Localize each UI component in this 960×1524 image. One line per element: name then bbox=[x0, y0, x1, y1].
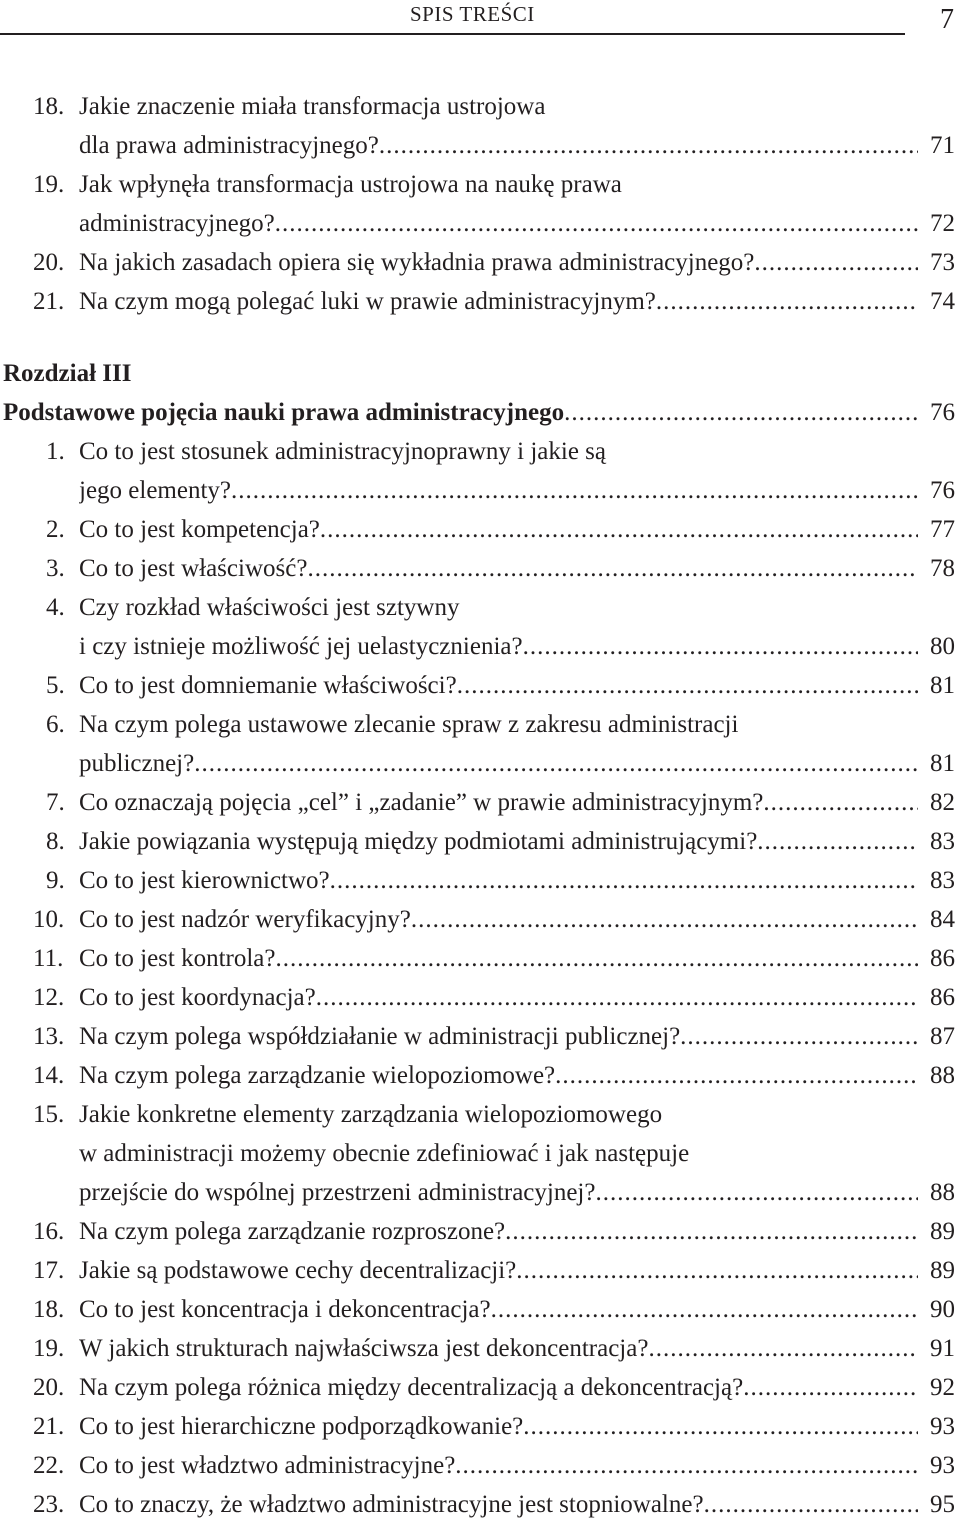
toc-entry[interactable] bbox=[0, 783, 960, 822]
header-rule bbox=[0, 33, 905, 35]
toc-entry-line bbox=[0, 822, 960, 861]
toc-entry[interactable] bbox=[0, 243, 960, 282]
toc-entry-text: Na czym polega zarządzanie rozproszone? bbox=[79, 1218, 506, 1245]
dot-leader bbox=[763, 783, 918, 822]
toc-entry-number: 2. bbox=[46, 516, 65, 543]
toc-entry-page-number: 88 bbox=[930, 1179, 955, 1206]
toc-entry-leader-line bbox=[79, 1251, 918, 1290]
toc-entry[interactable] bbox=[0, 165, 960, 243]
dot-leader bbox=[379, 126, 918, 165]
toc-entry-leader-line bbox=[79, 1056, 918, 1095]
toc-entry-text: Na czym polega różnica między decentralizacją a dekoncentracją? bbox=[79, 1374, 744, 1401]
toc-entry-text: Jakie konkretne elementy zarządzania wielopoziomowego bbox=[79, 1101, 663, 1128]
dot-leader bbox=[320, 510, 918, 549]
toc-entry-number: 12. bbox=[33, 984, 65, 1011]
dot-leader bbox=[194, 744, 918, 783]
toc-entry-leader-line bbox=[79, 549, 918, 588]
dot-leader bbox=[680, 1017, 918, 1056]
toc-entry-line bbox=[0, 204, 960, 243]
toc-entry-leader-line bbox=[79, 510, 918, 549]
toc-entry[interactable] bbox=[0, 1446, 960, 1485]
toc-entry-leader-line bbox=[79, 978, 918, 1017]
toc-entry[interactable] bbox=[0, 588, 960, 666]
toc-entry-line bbox=[0, 1446, 960, 1485]
toc-entry[interactable] bbox=[0, 1017, 960, 1056]
toc-entry-leader-line bbox=[79, 939, 918, 978]
toc-entry-number: 20. bbox=[33, 249, 65, 276]
toc-entry-number: 10. bbox=[33, 906, 65, 933]
toc-entry-number: 1. bbox=[46, 438, 65, 465]
dot-leader bbox=[231, 471, 918, 510]
dot-leader bbox=[743, 1368, 918, 1407]
toc-entry-number: 9. bbox=[46, 867, 65, 894]
toc-entry-number: 18. bbox=[33, 1296, 65, 1323]
toc-entry-text: Co to jest nadzór weryfikacyjny? bbox=[79, 906, 411, 933]
chapter-title-leader-line bbox=[3, 393, 918, 432]
toc-entry-line bbox=[0, 1017, 960, 1056]
toc-entry-leader-line bbox=[79, 1407, 918, 1446]
toc-entry-text: administracyjnego? bbox=[79, 210, 275, 237]
running-header-title: SPIS TREŚCI bbox=[410, 2, 535, 26]
dot-leader bbox=[276, 939, 919, 978]
toc-entry-line bbox=[0, 861, 960, 900]
toc-entry-leader-line bbox=[79, 783, 918, 822]
dot-leader bbox=[316, 978, 918, 1017]
dot-leader bbox=[757, 822, 918, 861]
toc-entry-text: Jakie znaczenie miała transformacja ustrojowa bbox=[79, 93, 546, 120]
toc-entry-page-number: 88 bbox=[930, 1062, 955, 1089]
toc-entry-line bbox=[0, 783, 960, 822]
toc-entry-line bbox=[0, 705, 960, 744]
toc-entry-number: 20. bbox=[33, 1374, 65, 1401]
toc-entry[interactable] bbox=[0, 1056, 960, 1095]
toc-entry-text: Na czym polega ustawowe zlecanie spraw z zakresu administracji bbox=[79, 711, 739, 738]
toc-entry-leader-line bbox=[79, 1212, 918, 1251]
toc-entry[interactable] bbox=[0, 861, 960, 900]
toc-entry-number: 22. bbox=[33, 1452, 65, 1479]
dot-leader bbox=[307, 549, 918, 588]
toc-entry-leader-line bbox=[79, 1329, 918, 1368]
toc-entry-leader-line bbox=[79, 627, 918, 666]
toc-entry-leader-line bbox=[79, 243, 918, 282]
chapter-title: Podstawowe pojęcia nauki prawa administracyjnego bbox=[3, 399, 565, 426]
toc-entry-line bbox=[0, 282, 960, 321]
toc-entry-number: 19. bbox=[33, 1335, 65, 1362]
toc-entry-text: w administracji możemy obecnie zdefiniować i jak następuje bbox=[79, 1140, 690, 1167]
toc-entry-number: 8. bbox=[46, 828, 65, 855]
toc-entry-number: 21. bbox=[33, 288, 65, 315]
toc-entry[interactable] bbox=[0, 1368, 960, 1407]
toc-entry[interactable] bbox=[0, 978, 960, 1017]
toc-entry-number: 23. bbox=[33, 1491, 65, 1518]
toc-entry-number: 18. bbox=[33, 93, 65, 120]
toc-entry-text: Co to jest hierarchiczne podporządkowanie? bbox=[79, 1413, 524, 1440]
toc-entry-page-number: 91 bbox=[930, 1335, 955, 1362]
toc-entry-text: Co to jest koncentracja i dekoncentracja? bbox=[79, 1296, 491, 1323]
toc-entry[interactable] bbox=[0, 87, 960, 165]
toc-entry-leader-line bbox=[79, 1173, 918, 1212]
toc-entry-line bbox=[0, 126, 960, 165]
toc-entry-line bbox=[0, 165, 960, 204]
toc-entry-page-number: 87 bbox=[930, 1023, 955, 1050]
toc-entry-text: Co to jest koordynacja? bbox=[79, 984, 316, 1011]
dot-leader bbox=[595, 1173, 918, 1212]
toc-entry-number: 7. bbox=[46, 789, 65, 816]
toc-entry-number: 13. bbox=[33, 1023, 65, 1050]
toc-entry[interactable] bbox=[0, 432, 960, 510]
toc-entry-page-number: 89 bbox=[930, 1218, 955, 1245]
toc-entry-leader-line bbox=[79, 1017, 918, 1056]
toc-entry-text: Na czym polega współdziałanie w administracji publicznej? bbox=[79, 1023, 681, 1050]
toc-entry-text: Co to jest kompetencja? bbox=[79, 516, 320, 543]
toc-entry[interactable] bbox=[0, 822, 960, 861]
dot-leader bbox=[523, 1407, 918, 1446]
toc-entry[interactable] bbox=[0, 939, 960, 978]
toc-entry[interactable] bbox=[0, 1290, 960, 1329]
toc-entry-number: 14. bbox=[33, 1062, 65, 1089]
toc-entry-page-number: 81 bbox=[930, 672, 955, 699]
chapter-page-number: 76 bbox=[930, 399, 955, 426]
dot-leader bbox=[275, 204, 918, 243]
toc-entry-page-number: 90 bbox=[930, 1296, 955, 1323]
toc-entry[interactable] bbox=[0, 1407, 960, 1446]
toc-entry-line bbox=[0, 588, 960, 627]
toc-entry-page-number: 73 bbox=[930, 249, 955, 276]
toc-entry-line bbox=[0, 1095, 960, 1134]
toc-entry-number: 16. bbox=[33, 1218, 65, 1245]
toc-entry-number: 5. bbox=[46, 672, 65, 699]
toc-entry-line bbox=[0, 900, 960, 939]
dot-leader bbox=[491, 1290, 918, 1329]
toc-entry-text: jego elementy? bbox=[79, 477, 232, 504]
toc-entry-leader-line bbox=[79, 900, 918, 939]
toc-entry[interactable] bbox=[0, 705, 960, 783]
toc-entry-line bbox=[0, 1134, 960, 1173]
toc-entry-page-number: 95 bbox=[930, 1491, 955, 1518]
toc-entry-leader-line bbox=[79, 861, 918, 900]
toc-entries-before-chapter bbox=[0, 87, 960, 321]
running-header bbox=[0, 0, 960, 40]
toc-entry-page-number: 89 bbox=[930, 1257, 955, 1284]
toc-entry-leader-line bbox=[79, 1368, 918, 1407]
toc-entry-page-number: 80 bbox=[930, 633, 955, 660]
toc-entry-page-number: 86 bbox=[930, 984, 955, 1011]
toc-entry-line bbox=[0, 243, 960, 282]
toc-entry-line bbox=[0, 1251, 960, 1290]
toc-entry-leader-line bbox=[79, 126, 918, 165]
toc-entry[interactable] bbox=[0, 1251, 960, 1290]
toc-entry-text: Jakie są podstawowe cechy decentralizacji? bbox=[79, 1257, 517, 1284]
toc-entry-page-number: 83 bbox=[930, 828, 955, 855]
toc-entry[interactable] bbox=[0, 1212, 960, 1251]
toc-entry-number: 3. bbox=[46, 555, 65, 582]
toc-entry-line bbox=[0, 744, 960, 783]
toc-entry-line bbox=[0, 471, 960, 510]
toc-entry-leader-line bbox=[79, 282, 918, 321]
toc-entry-page-number: 84 bbox=[930, 906, 955, 933]
dot-leader bbox=[505, 1212, 918, 1251]
toc-entry-text: Co to jest stosunek administracyjnoprawny i jakie są bbox=[79, 438, 606, 465]
toc-entry-text: Jakie powiązania występują między podmiotami administrującymi? bbox=[79, 828, 758, 855]
toc-entry-line bbox=[0, 1485, 960, 1524]
toc-entry-leader-line bbox=[79, 1290, 918, 1329]
toc-entry-page-number: 93 bbox=[930, 1452, 955, 1479]
toc-entry-page-number: 83 bbox=[930, 867, 955, 894]
toc-entry-line bbox=[0, 432, 960, 471]
toc-entry-text: i czy istnieje możliwość jej uelastycznienia? bbox=[79, 633, 523, 660]
dot-leader bbox=[455, 1446, 918, 1485]
toc-entry-page-number: 86 bbox=[930, 945, 955, 972]
dot-leader bbox=[656, 282, 918, 321]
toc-entry-line bbox=[0, 1056, 960, 1095]
toc-entry-line bbox=[0, 978, 960, 1017]
toc-entry-page-number: 76 bbox=[930, 477, 955, 504]
dot-leader bbox=[555, 1056, 918, 1095]
table-of-contents bbox=[0, 87, 960, 1524]
toc-entry-text: Co to jest kontrola? bbox=[79, 945, 276, 972]
toc-entry-line bbox=[0, 87, 960, 126]
dot-leader bbox=[330, 861, 918, 900]
dot-leader bbox=[754, 243, 918, 282]
toc-entry-text: Co to znaczy, że władztwo administracyjne jest stopniowalne? bbox=[79, 1491, 704, 1518]
toc-entry-line bbox=[0, 627, 960, 666]
chapter-gap bbox=[0, 321, 960, 354]
toc-entry-text: Co to jest domniemanie właściwości? bbox=[79, 672, 457, 699]
toc-entry[interactable] bbox=[0, 666, 960, 705]
toc-entry-leader-line bbox=[79, 204, 918, 243]
toc-entry-page-number: 93 bbox=[930, 1413, 955, 1440]
toc-entry-number: 11. bbox=[33, 945, 64, 972]
dot-leader bbox=[411, 900, 918, 939]
dot-leader bbox=[648, 1329, 918, 1368]
toc-entry-page-number: 81 bbox=[930, 750, 955, 777]
dot-leader bbox=[516, 1251, 918, 1290]
toc-entry-text: Co to jest właściwość? bbox=[79, 555, 308, 582]
toc-entry-line bbox=[0, 510, 960, 549]
toc-entry-number: 15. bbox=[33, 1101, 65, 1128]
toc-entry-page-number: 78 bbox=[930, 555, 955, 582]
toc-entry-page-number: 72 bbox=[930, 210, 955, 237]
toc-entry[interactable] bbox=[0, 282, 960, 321]
toc-entry[interactable] bbox=[0, 1329, 960, 1368]
toc-entry-number: 4. bbox=[46, 594, 65, 621]
toc-entry-text: Na czym mogą polegać luki w prawie administracyjnym? bbox=[79, 288, 656, 315]
toc-entry-leader-line bbox=[79, 1485, 918, 1524]
toc-entry[interactable] bbox=[0, 549, 960, 588]
toc-entry-number: 17. bbox=[33, 1257, 65, 1284]
toc-entry-line bbox=[0, 1407, 960, 1446]
toc-entry-page-number: 82 bbox=[930, 789, 955, 816]
toc-entry[interactable] bbox=[0, 1485, 960, 1524]
toc-entry-text: Co to jest władztwo administracyjne? bbox=[79, 1452, 456, 1479]
toc-entry-line bbox=[0, 549, 960, 588]
toc-entry-text: Na jakich zasadach opiera się wykładnia prawa administracyjnego? bbox=[79, 249, 755, 276]
toc-entry-leader-line bbox=[79, 666, 918, 705]
toc-entry-text: W jakich strukturach najwłaściwsza jest dekoncentracja? bbox=[79, 1335, 649, 1362]
toc-entry-line bbox=[0, 1290, 960, 1329]
dot-leader bbox=[523, 627, 918, 666]
dot-leader bbox=[564, 393, 918, 432]
toc-entry-page-number: 77 bbox=[930, 516, 955, 543]
toc-entry-leader-line bbox=[79, 744, 918, 783]
toc-entry-text: przejście do wspólnej przestrzeni administracyjnej? bbox=[79, 1179, 596, 1206]
toc-entry-line bbox=[0, 1173, 960, 1212]
toc-entry-line bbox=[0, 1329, 960, 1368]
toc-entry-leader-line bbox=[79, 822, 918, 861]
toc-entry[interactable] bbox=[0, 1095, 960, 1212]
toc-entry-leader-line bbox=[79, 471, 918, 510]
toc-entry-number: 19. bbox=[33, 171, 65, 198]
toc-entries-after-chapter bbox=[0, 432, 960, 1524]
toc-entry-text: publicznej? bbox=[79, 750, 195, 777]
toc-entry-line bbox=[0, 939, 960, 978]
chapter-title-entry[interactable] bbox=[0, 393, 960, 432]
page-number: 7 bbox=[940, 4, 954, 35]
toc-entry-page-number: 71 bbox=[930, 132, 955, 159]
toc-entry-leader-line bbox=[79, 1446, 918, 1485]
toc-entry-text: Na czym polega zarządzanie wielopoziomowe? bbox=[79, 1062, 556, 1089]
toc-entry-text: Czy rozkład właściwości jest sztywny bbox=[79, 594, 460, 621]
toc-entry-line bbox=[0, 1368, 960, 1407]
toc-entry-page-number: 74 bbox=[930, 288, 955, 315]
toc-entry[interactable] bbox=[0, 510, 960, 549]
toc-entry-number: 21. bbox=[33, 1413, 65, 1440]
toc-entry-line bbox=[0, 666, 960, 705]
toc-entry-text: Jak wpłynęła transformacja ustrojowa na naukę prawa bbox=[79, 171, 622, 198]
dot-leader bbox=[457, 666, 918, 705]
toc-entry-text: dla prawa administracyjnego? bbox=[79, 132, 379, 159]
toc-entry-page-number: 92 bbox=[930, 1374, 955, 1401]
dot-leader bbox=[704, 1485, 918, 1524]
toc-entry-number: 6. bbox=[46, 711, 65, 738]
toc-entry-text: Co oznaczają pojęcia „cel” i „zadanie” w prawie administracyjnym? bbox=[79, 789, 764, 816]
toc-entry[interactable] bbox=[0, 900, 960, 939]
toc-entry-text: Co to jest kierownictwo? bbox=[79, 867, 330, 894]
toc-entry-line bbox=[0, 1212, 960, 1251]
chapter-label: Rozdział III bbox=[3, 360, 132, 387]
